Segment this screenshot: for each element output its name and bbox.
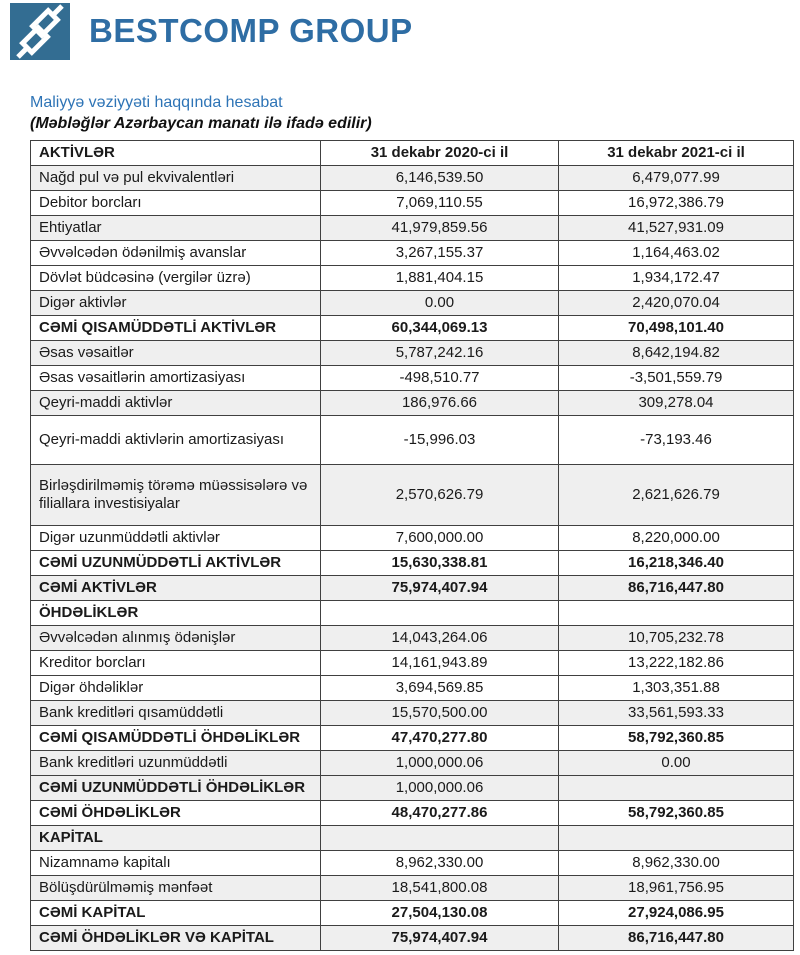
report-title: Maliyyə vəziyyəti haqqında hesabat	[30, 94, 283, 111]
row-label-cell: Qeyri-maddi aktivlər	[31, 391, 321, 416]
table-row	[31, 901, 794, 926]
value-cell: 6,146,539.50	[321, 166, 559, 191]
table-row	[31, 291, 794, 316]
table-body	[31, 166, 794, 951]
table-row	[31, 551, 794, 576]
value-cell	[559, 776, 794, 801]
table-row	[31, 576, 794, 601]
table-row	[31, 726, 794, 751]
value-cell: 13,222,182.86	[559, 651, 794, 676]
value-cell: -15,996.03	[321, 416, 559, 465]
value-cell: 8,962,330.00	[559, 851, 794, 876]
value-cell: 309,278.04	[559, 391, 794, 416]
row-label-cell: Əvvəlcədən ödənilmiş avanslar	[31, 241, 321, 266]
table-row	[31, 676, 794, 701]
value-cell: 47,470,277.80	[321, 726, 559, 751]
value-cell: 14,043,264.06	[321, 626, 559, 651]
value-cell	[559, 601, 794, 626]
value-cell: 8,220,000.00	[559, 526, 794, 551]
value-cell: 1,164,463.02	[559, 241, 794, 266]
table-row	[31, 216, 794, 241]
table-row	[31, 316, 794, 341]
table-row	[31, 391, 794, 416]
value-cell: 6,479,077.99	[559, 166, 794, 191]
value-cell: 2,570,626.79	[321, 465, 559, 526]
value-cell: 58,792,360.85	[559, 801, 794, 826]
column-header-2021: 31 dekabr 2021-ci il	[559, 141, 794, 166]
row-label-cell: Qeyri-maddi aktivlərin amortizasiyası	[31, 416, 321, 465]
balance-sheet-table	[30, 140, 794, 951]
value-cell: 1,934,172.47	[559, 266, 794, 291]
row-label-cell: Digər öhdəliklər	[31, 676, 321, 701]
value-cell: 33,561,593.33	[559, 701, 794, 726]
row-label-cell: Nağd pul və pul ekvivalentləri	[31, 166, 321, 191]
value-cell: 41,527,931.09	[559, 216, 794, 241]
value-cell: 0.00	[559, 751, 794, 776]
value-cell: -3,501,559.79	[559, 366, 794, 391]
column-header-2020: 31 dekabr 2020-ci il	[321, 141, 559, 166]
row-label-cell: Bölüşdürülməmiş mənfəət	[31, 876, 321, 901]
row-label-cell: CƏMİ AKTİVLƏR	[31, 576, 321, 601]
table-header-row	[31, 141, 794, 166]
value-cell: -498,510.77	[321, 366, 559, 391]
row-label-cell: ÖHDƏLİKLƏR	[31, 601, 321, 626]
row-label-cell: CƏMİ QISAMÜDDƏTLİ ÖHDƏLİKLƏR	[31, 726, 321, 751]
value-cell: 3,267,155.37	[321, 241, 559, 266]
value-cell: 18,961,756.95	[559, 876, 794, 901]
value-cell: 1,303,351.88	[559, 676, 794, 701]
value-cell: 75,974,407.94	[321, 926, 559, 951]
row-label-cell: Nizamnamə kapitalı	[31, 851, 321, 876]
row-label-cell: CƏMİ ÖHDƏLİKLƏR VƏ KAPİTAL	[31, 926, 321, 951]
row-label-cell: Digər uzunmüddətli aktivlər	[31, 526, 321, 551]
row-label-cell: Əsas vəsaitlərin amortizasiyası	[31, 366, 321, 391]
value-cell: 8,642,194.82	[559, 341, 794, 366]
table-row	[31, 266, 794, 291]
value-cell: 70,498,101.40	[559, 316, 794, 341]
value-cell: 7,069,110.55	[321, 191, 559, 216]
table-row	[31, 366, 794, 391]
value-cell: 27,924,086.95	[559, 901, 794, 926]
value-cell: -73,193.46	[559, 416, 794, 465]
value-cell	[321, 601, 559, 626]
value-cell: 86,716,447.80	[559, 576, 794, 601]
value-cell: 58,792,360.85	[559, 726, 794, 751]
column-header-aktivler: AKTİVLƏR	[31, 141, 321, 166]
row-label-cell: KAPİTAL	[31, 826, 321, 851]
document-titles	[30, 93, 800, 135]
table-row	[31, 751, 794, 776]
value-cell: 75,974,407.94	[321, 576, 559, 601]
table-row	[31, 701, 794, 726]
value-cell: 15,570,500.00	[321, 701, 559, 726]
table-row	[31, 851, 794, 876]
report-subtitle: (Məbləğlər Azərbaycan manatı ilə ifadə edilir)	[30, 115, 372, 132]
value-cell: 1,000,000.06	[321, 776, 559, 801]
row-label-cell: Bank kreditləri qısamüddətli	[31, 701, 321, 726]
table-row	[31, 526, 794, 551]
brand-header	[0, 0, 800, 62]
row-label-cell: Dövlət büdcəsinə (vergilər üzrə)	[31, 266, 321, 291]
value-cell	[321, 826, 559, 851]
value-cell: 8,962,330.00	[321, 851, 559, 876]
table-row	[31, 801, 794, 826]
bestcomp-logo-icon	[10, 3, 70, 60]
table-row	[31, 241, 794, 266]
value-cell: 0.00	[321, 291, 559, 316]
value-cell: 1,881,404.15	[321, 266, 559, 291]
value-cell: 3,694,569.85	[321, 676, 559, 701]
row-label-cell: Bank kreditləri uzunmüddətli	[31, 751, 321, 776]
value-cell: 27,504,130.08	[321, 901, 559, 926]
value-cell: 15,630,338.81	[321, 551, 559, 576]
table-row	[31, 465, 794, 526]
value-cell: 60,344,069.13	[321, 316, 559, 341]
value-cell: 7,600,000.00	[321, 526, 559, 551]
value-cell: 86,716,447.80	[559, 926, 794, 951]
value-cell: 5,787,242.16	[321, 341, 559, 366]
row-label-cell: Birləşdirilməmiş törəmə müəssisələrə və filiallara investisiyalar	[31, 465, 321, 526]
table-row	[31, 191, 794, 216]
table-row	[31, 166, 794, 191]
brand-wordmark: BESTCOMP GROUP	[89, 12, 413, 49]
table-row	[31, 601, 794, 626]
table-row	[31, 876, 794, 901]
row-label-cell: Əvvəlcədən alınmış ödənişlər	[31, 626, 321, 651]
value-cell: 2,621,626.79	[559, 465, 794, 526]
table-row	[31, 416, 794, 465]
row-label-cell: CƏMİ ÖHDƏLİKLƏR	[31, 801, 321, 826]
table-row	[31, 626, 794, 651]
row-label-cell: Debitor borcları	[31, 191, 321, 216]
row-label-cell: Ehtiyatlar	[31, 216, 321, 241]
table-row	[31, 341, 794, 366]
row-label-cell: Əsas vəsaitlər	[31, 341, 321, 366]
row-label-cell: Kreditor borcları	[31, 651, 321, 676]
value-cell: 41,979,859.56	[321, 216, 559, 241]
value-cell: 14,161,943.89	[321, 651, 559, 676]
row-label-cell: CƏMİ UZUNMÜDDƏTLİ AKTİVLƏR	[31, 551, 321, 576]
table-row	[31, 776, 794, 801]
value-cell: 48,470,277.86	[321, 801, 559, 826]
value-cell: 18,541,800.08	[321, 876, 559, 901]
row-label-cell: CƏMİ UZUNMÜDDƏTLİ ÖHDƏLİKLƏR	[31, 776, 321, 801]
value-cell	[559, 826, 794, 851]
table-row	[31, 826, 794, 851]
value-cell: 16,972,386.79	[559, 191, 794, 216]
table-row	[31, 651, 794, 676]
value-cell: 16,218,346.40	[559, 551, 794, 576]
row-label-cell: CƏMİ QISAMÜDDƏTLİ AKTİVLƏR	[31, 316, 321, 341]
value-cell: 1,000,000.06	[321, 751, 559, 776]
row-label-cell: Digər aktivlər	[31, 291, 321, 316]
value-cell: 10,705,232.78	[559, 626, 794, 651]
row-label-cell: CƏMİ KAPİTAL	[31, 901, 321, 926]
value-cell: 2,420,070.04	[559, 291, 794, 316]
value-cell: 186,976.66	[321, 391, 559, 416]
table-row	[31, 926, 794, 951]
